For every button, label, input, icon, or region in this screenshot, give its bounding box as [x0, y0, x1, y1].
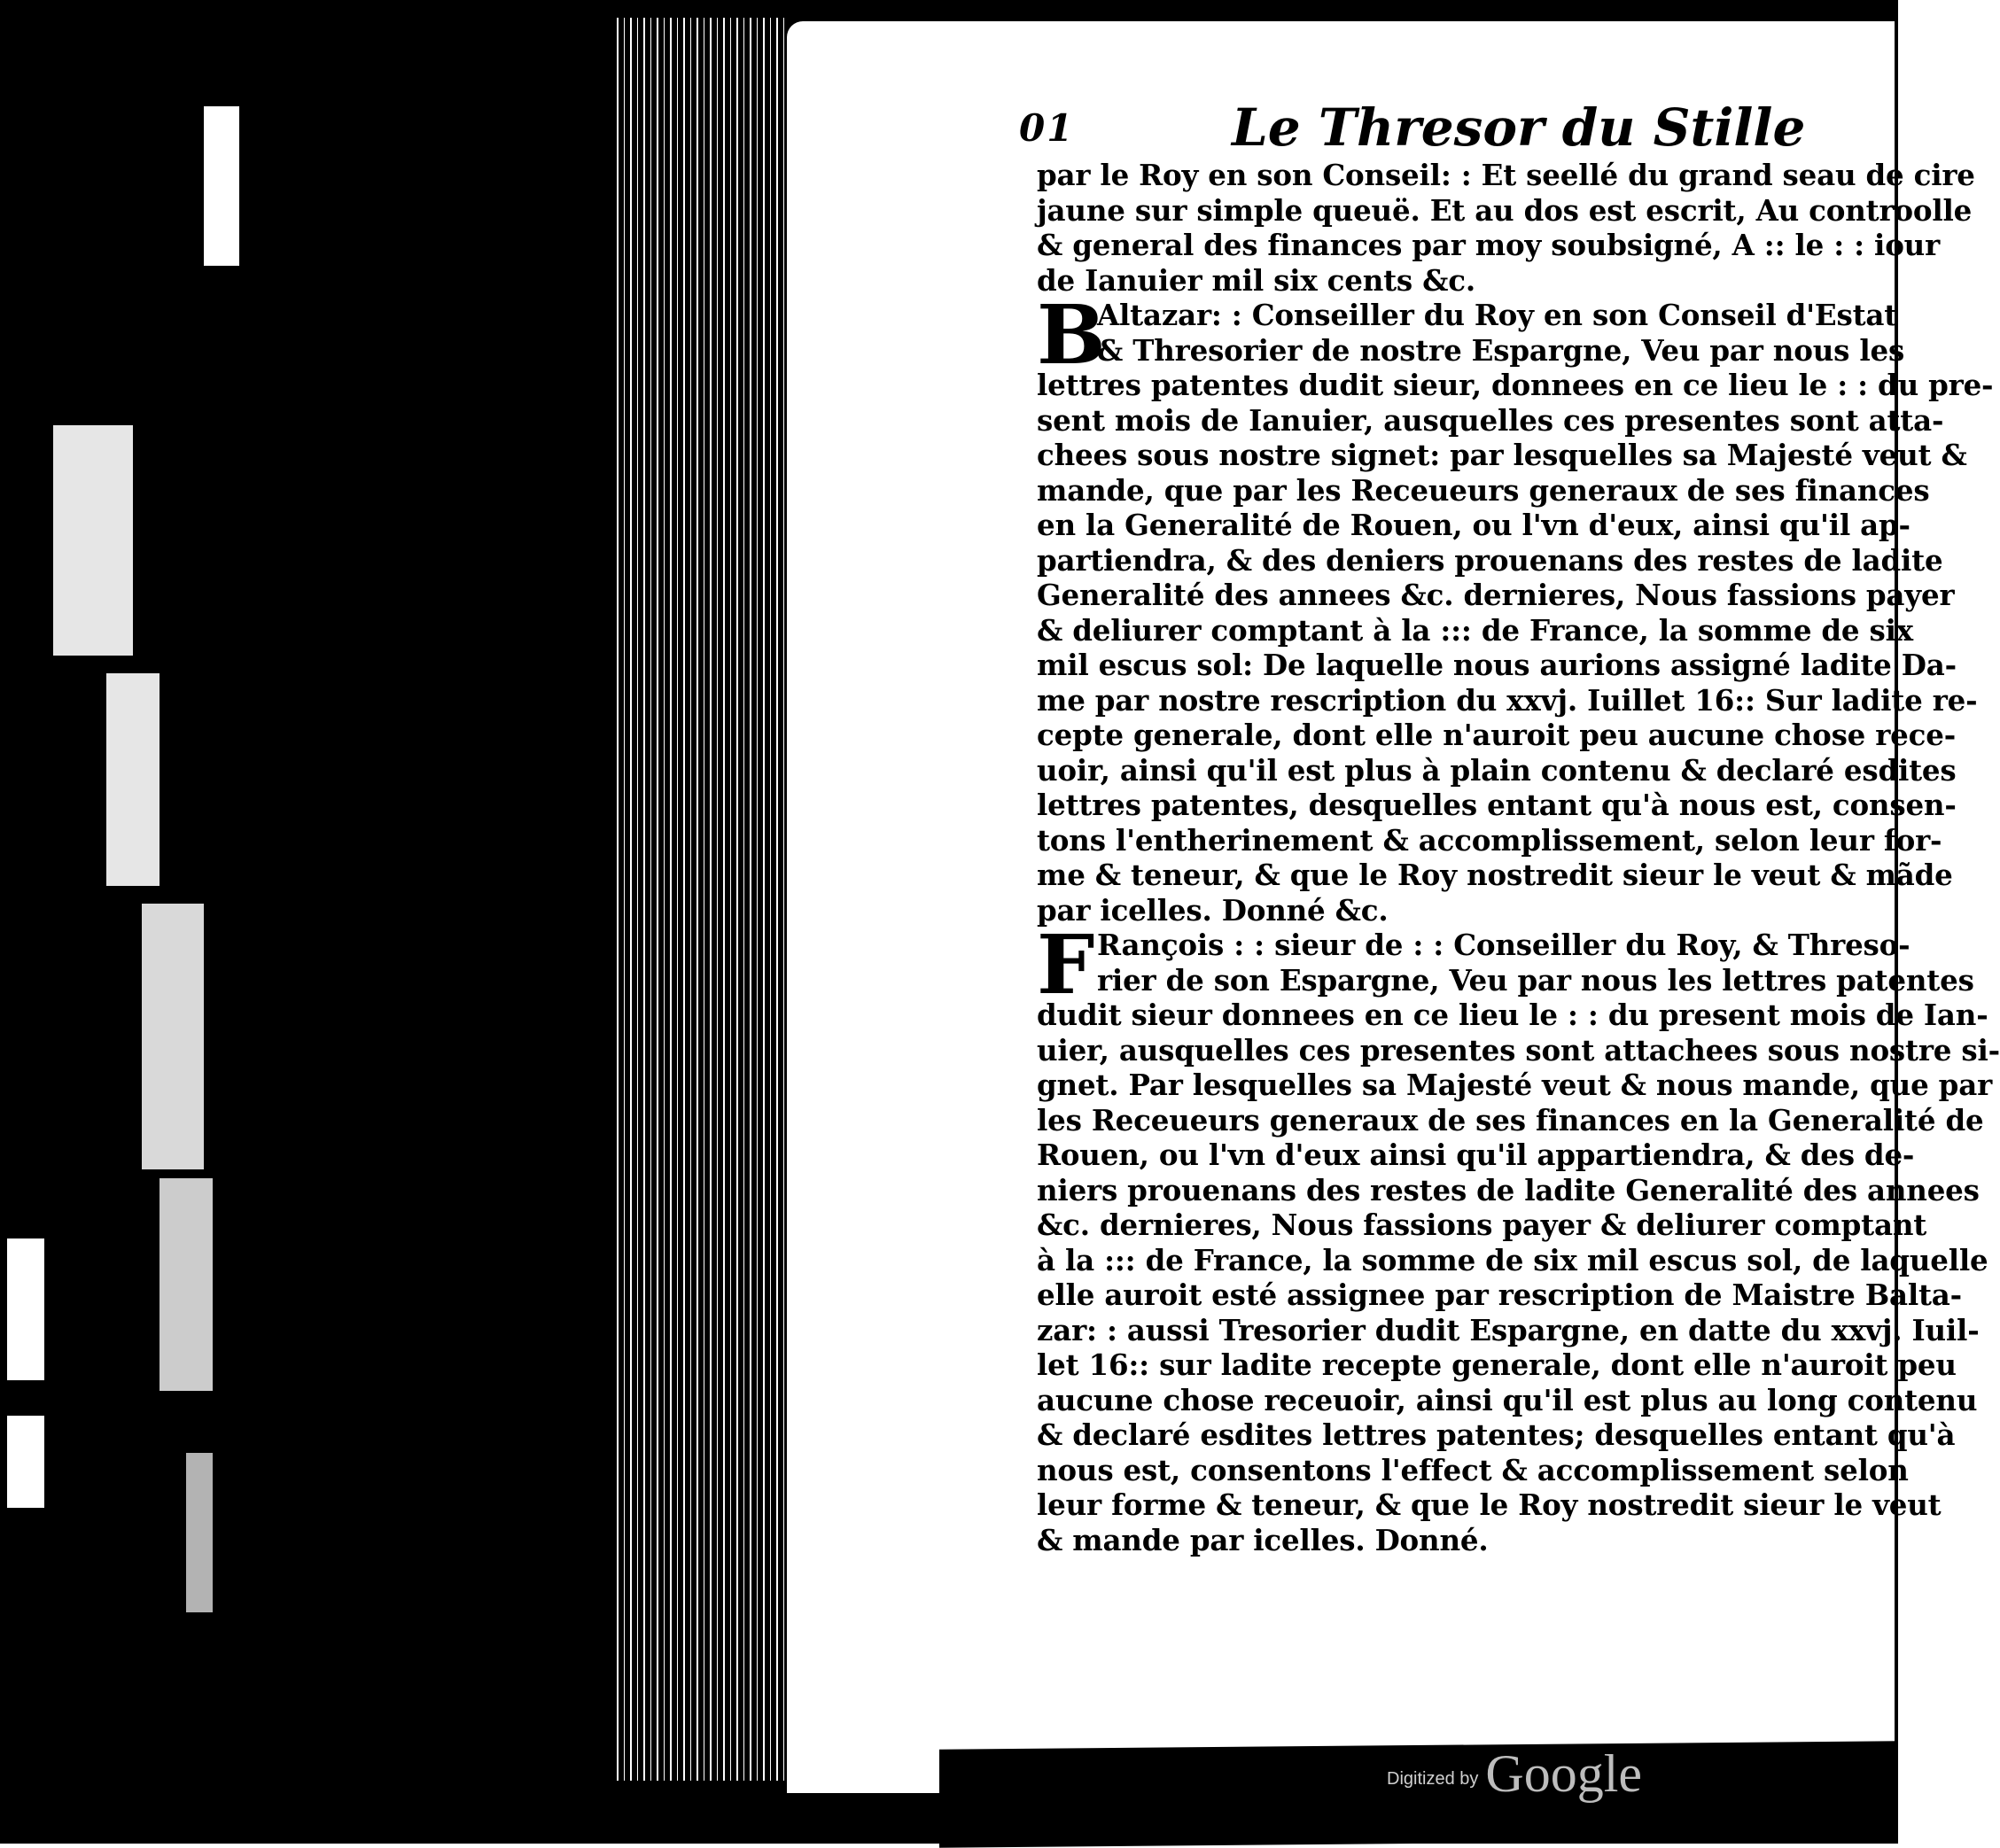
text-line: & mande par icelles. Donné.	[1037, 1522, 1489, 1557]
text-line: uier, ausquelles ces presentes sont attachees sous nostre si-	[1037, 1032, 2000, 1068]
spine-highlight	[204, 106, 239, 266]
text-line: dudit sieur donnees en ce lieu le : : du present mois de Ian-	[1037, 998, 1988, 1032]
text-line: elle auroit esté assignee par rescription de Maistre Balta-	[1037, 1277, 1962, 1312]
text-line: & general des finances par moy soubsigné, A :: le : : iour	[1037, 228, 1941, 262]
text-line: niers prouenans des restes de ladite Generalité des annees	[1037, 1172, 1980, 1207]
page-number: 01	[1019, 106, 1075, 150]
text-line: les Receueurs generaux de ses finances en la Generalité de	[1037, 1102, 1984, 1138]
page-edges	[611, 18, 789, 1781]
paragraph-1	[1037, 158, 1975, 298]
text-line: leur forme & teneur, & que le Roy nostredit sieur le veut	[1037, 1487, 1942, 1522]
digitized-by-watermark	[1387, 1743, 1642, 1805]
running-title: Le Thresor du Stille	[1232, 97, 1806, 158]
text-line: en la Generalité de Rouen, ou l'vn d'eux, ainsi qu'il ap-	[1037, 508, 1911, 542]
spine-highlight	[53, 425, 133, 656]
text-line: me & teneur, & que le Roy nostredit sieur le veut & mãde	[1037, 858, 1953, 892]
text-line: & Thresorier de nostre Espargne, Veu par nous les	[1097, 332, 1905, 368]
text-line: jaune sur simple queuë. Et au dos est escrit, Au controolle	[1037, 192, 1973, 228]
text-line: gnet. Par lesquelles sa Majesté veut & nous mande, que par	[1037, 1068, 1992, 1102]
text-line: Generalité des annees &c. dernieres, Nous fassions payer	[1037, 578, 1955, 612]
text-line: Altazar: : Conseiller du Roy en son Conseil d'Estat	[1097, 298, 1898, 332]
paragraph-2	[1037, 287, 1994, 928]
page-tab-marker	[0, 1231, 51, 1515]
digitized-label: Digitized by	[1387, 1768, 1479, 1789]
text-line: à la ::: de France, la somme de six mil escus sol, de laquelle	[1037, 1242, 1988, 1277]
text-line: uoir, ainsi qu'il est plus à plain contenu & declaré esdites	[1037, 752, 1957, 788]
paragraph-3	[1037, 917, 2000, 1557]
spine-highlight	[106, 673, 160, 886]
text-line: lettres patentes dudit sieur, donnees en ce lieu le : : du pre-	[1037, 368, 1994, 402]
text-line: & deliurer comptant à la ::: de France, la somme de six	[1037, 612, 1913, 648]
text-line: let 16:: sur ladite recepte generale, dont elle n'auroit peu	[1037, 1347, 1957, 1382]
spine-highlight	[186, 1453, 213, 1612]
text-line: chees sous nostre signet: par lesquelles sa Majesté veut &	[1037, 438, 1967, 472]
text-line: zar: : aussi Tresorier dudit Espargne, en datte du xxvj. Iuil-	[1037, 1312, 1980, 1347]
text-line: lettres patentes, desquelles entant qu'à nous est, consen-	[1037, 788, 1957, 822]
drop-cap-letter: B	[1037, 287, 1106, 383]
text-line: Rouen, ou l'vn d'eux ainsi qu'il appartiendra, & des de-	[1037, 1138, 1915, 1172]
drop-cap-letter: F	[1037, 917, 1095, 1013]
text-line: & declaré esdites lettres patentes; desquelles entant qu'à	[1037, 1417, 1956, 1452]
text-line: nous est, consentons l'effect & accomplissement selon	[1037, 1452, 1909, 1487]
text-line: sent mois de Ianuier, ausquelles ces presentes sont atta-	[1037, 402, 1944, 438]
text-line: de Ianuier mil six cents &c.	[1037, 262, 1475, 298]
text-line: par le Roy en son Conseil: : Et seellé du grand seau de cire	[1037, 158, 1975, 192]
text-line: cepte generale, dont elle n'auroit peu aucune chose rece-	[1037, 718, 1957, 752]
text-line: me par nostre rescription du xxvj. Iuillet 16:: Sur ladite re-	[1037, 682, 1978, 718]
text-line: mil escus sol: De laquelle nous aurions assigné ladite Da-	[1037, 648, 1957, 682]
spine-highlight	[160, 1178, 213, 1391]
text-line: rier de son Espargne, Veu par nous les lettres patentes	[1097, 962, 1974, 998]
text-line: &c. dernieres, Nous fassions payer & deliurer comptant	[1037, 1207, 1927, 1242]
google-logo-text: Google	[1485, 1744, 1643, 1803]
text-line: par icelles. Donné &c.	[1037, 892, 1389, 928]
text-line: partiendra, & des deniers prouenans des restes de ladite	[1037, 542, 1943, 578]
text-line: aucune chose receuoir, ainsi qu'il est plus au long contenu	[1037, 1382, 1978, 1417]
text-line: tons l'entherinement & accomplissement, selon leur for-	[1037, 822, 1942, 858]
text-line: mande, que par les Receueurs generaux de ses finances	[1037, 472, 1930, 508]
spine-highlight	[142, 904, 204, 1169]
page-header	[1019, 97, 1806, 159]
page-text-block	[1037, 158, 2000, 1557]
text-line: Rançois : : sieur de : : Conseiller du Roy, & Threso-	[1097, 928, 1911, 962]
